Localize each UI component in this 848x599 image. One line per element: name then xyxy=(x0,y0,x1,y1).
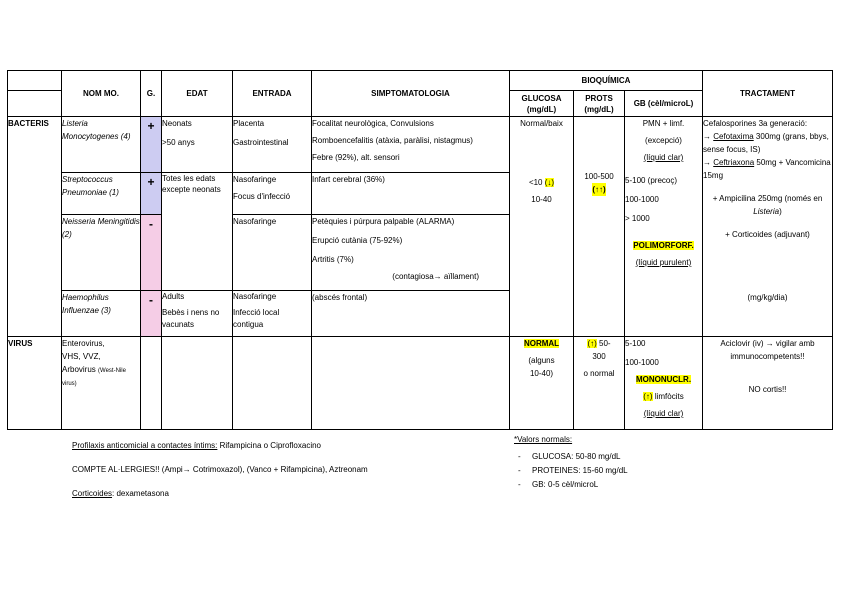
header-glucosa: GLUCOSA (mg/dL) xyxy=(510,91,574,117)
vir-prots-c: 300 xyxy=(592,352,606,361)
header-entrada: ENTRADA xyxy=(233,71,312,117)
simpto-neisseria-2: Erupció cutània (75-92%) xyxy=(312,236,403,245)
header-g: G. xyxy=(141,71,162,117)
bacteris-prots xyxy=(574,117,625,337)
edat-listeria-1: Neonats xyxy=(162,119,192,128)
gram-sign-listeria: + xyxy=(147,119,155,133)
vir-gb-f: (líquid clar) xyxy=(643,409,684,418)
header-tractament: TRACTAMENT xyxy=(703,71,833,117)
simpto-neisseria xyxy=(312,215,510,291)
tract-ampicilina: + Ampicilina 250mg (només en Listeria) xyxy=(712,194,823,216)
simpto-neisseria-4: (contagiosa→ aïllament) xyxy=(392,272,479,281)
entrada-neisseria: Nasofaringe xyxy=(233,215,312,291)
bac-prots-b: (↑↑) xyxy=(592,185,606,194)
tract-1: Cefalosporines 3a generació: xyxy=(703,119,808,128)
edat-virus xyxy=(162,337,233,430)
simpto-listeria-3: Febre (92%), alt. sensori xyxy=(312,153,400,162)
entrada-virus xyxy=(233,337,312,430)
header-bioquimica: BIOQUÍMICA xyxy=(510,71,703,91)
entrada-haemophilus xyxy=(233,291,312,337)
normals-title: *Valors normals: xyxy=(514,435,573,444)
label-bacteris: BACTERIS xyxy=(8,117,62,337)
tract-dosi-unit: (mg/kg/dia) xyxy=(747,293,788,302)
header-edat: EDAT xyxy=(162,71,233,117)
gram-neisseria xyxy=(141,215,162,291)
gram-listeria xyxy=(141,117,162,173)
bacteris-glucosa xyxy=(510,117,574,337)
vir-gb-de: (↑) limfòcits xyxy=(643,392,684,401)
vir-glucosa-a: NORMAL xyxy=(523,339,560,348)
simpto-listeria-1: Focalitat neurològica, Convulsions xyxy=(312,119,434,128)
entrada-haemophilus-1: Nasofaringe xyxy=(233,292,277,301)
virus-gb xyxy=(625,337,703,430)
vir-prots-d: o normal xyxy=(583,369,615,378)
tract-corticoides: + Corticoides (adjuvant) xyxy=(725,230,810,239)
edat-strepto: Totes les edats excepte neonats xyxy=(162,173,233,291)
name-neisseria: Neisseria Meningitidis (2) xyxy=(62,215,141,291)
label-virus: VIRUS xyxy=(8,337,62,430)
bac-gb-h: (líquid purulent) xyxy=(635,258,692,267)
gram-haemophilus xyxy=(141,291,162,337)
virus-prots xyxy=(574,337,625,430)
bacteris-gb xyxy=(625,117,703,337)
simpto-virus xyxy=(312,337,510,430)
bac-gb-d: 5-100 (precoç) xyxy=(625,176,678,185)
virus-names xyxy=(62,337,141,430)
bac-gb-a: PMN + limf. xyxy=(642,119,685,128)
edat-listeria-2: >50 anys xyxy=(162,138,195,147)
edat-listeria xyxy=(162,117,233,173)
name-strepto: Streptococcus Pneumoniae (1) xyxy=(62,173,141,215)
entrada-listeria-1: Placenta xyxy=(233,119,265,128)
simpto-strepto: Infart cerebral (36%) xyxy=(312,173,510,215)
entrada-strepto-1: Nasofaringe xyxy=(233,175,277,184)
bac-gb-f: > 1000 xyxy=(625,214,650,223)
simpto-listeria-2: Romboencefalitis (atàxia, paràlisi, nistagmus) xyxy=(312,136,473,145)
virus-glucosa xyxy=(510,337,574,430)
empty-corner-2 xyxy=(8,91,62,117)
note-profilaxis: Profilaxis anticomicial a contactes íntims: Rifampicina o Ciprofloxacino xyxy=(72,441,321,450)
virus-name-3: Arbovirus (West-Nile virus) xyxy=(62,365,126,387)
header-prots: PROTS (mg/dL) xyxy=(574,91,625,117)
vir-gb-b: 100-1000 xyxy=(625,358,659,367)
simpto-haemophilus: (abscés frontal) xyxy=(312,291,510,337)
simpto-neisseria-1: Petèquies i púrpura palpable (ALARMA) xyxy=(312,217,455,226)
virus-tractament xyxy=(703,337,833,430)
bac-gb-e: 100-1000 xyxy=(625,195,659,204)
bac-gb-g: POLIMORFORF. xyxy=(633,241,694,250)
gram-sign-neisseria: - xyxy=(149,217,153,231)
note-alergies: COMPTE AL·LERGIES!! (Ampi→ Cotrimoxazol), (Vanco + Rifampicina), Aztreonam xyxy=(72,465,368,474)
gram-sign-strepto: + xyxy=(147,175,155,189)
bac-gb-c: (líquid clar) xyxy=(643,153,684,162)
notes-block xyxy=(72,440,368,500)
gram-strepto xyxy=(141,173,162,215)
normal-proteines: - PROTEINES: 15-60 mg/dL xyxy=(514,464,628,478)
vir-gb-a: 5-100 xyxy=(625,339,646,348)
entrada-haemophilus-2: Infecció local contigua xyxy=(233,308,280,329)
edat-haemophilus-1: Adults xyxy=(162,292,185,301)
bacteris-tractament xyxy=(703,117,833,337)
bac-prots-a: 100-500 xyxy=(584,172,614,181)
bac-glucosa-arrow: (↓) xyxy=(544,178,555,187)
vir-tract-b: NO cortis!! xyxy=(748,385,787,394)
tract-cefotaxima: → Cefotaxima 300mg (grans, bbys, sense focus, IS) xyxy=(703,132,829,154)
entrada-listeria-2: Gastrointestinal xyxy=(233,138,289,147)
normals-list xyxy=(514,450,628,492)
simpto-neisseria-3: Artritis (7%) xyxy=(312,255,354,264)
gram-sign-haemophilus: - xyxy=(149,293,153,307)
simpto-listeria xyxy=(312,117,510,173)
bac-gb-b: (excepció) xyxy=(645,136,682,145)
edat-haemophilus xyxy=(162,291,233,337)
vir-gb-c: MONONUCLR. xyxy=(635,375,692,384)
edat-haemophilus-2: Bebès i nens no vacunats xyxy=(162,308,220,329)
bac-glucosa-c: 10-40 xyxy=(531,195,552,204)
name-haemophilus: Haemophilus Influenzae (3) xyxy=(62,291,141,337)
name-listeria: Listeria Monocytogenes (4) xyxy=(62,117,141,173)
header-nom: NOM MO. xyxy=(62,71,141,117)
entrada-listeria xyxy=(233,117,312,173)
vir-glucosa-b: (alguns xyxy=(528,356,555,365)
tract-ceftriaxona: → Ceftriaxona 50mg + Vancomicina 15mg xyxy=(703,158,831,180)
header-gb: GB (cèl/microL) xyxy=(625,91,703,117)
vir-glucosa-c: 10-40) xyxy=(529,369,554,378)
normal-glucosa: - GLUCOSA: 50-80 mg/dL xyxy=(514,450,628,464)
meningitis-table xyxy=(7,70,833,430)
entrada-strepto xyxy=(233,173,312,215)
gram-virus xyxy=(141,337,162,430)
vir-prots-a: (↑) 50- xyxy=(587,339,611,348)
normal-gb: - GB: 0-5 cèl/microL xyxy=(514,478,628,492)
normals-block xyxy=(514,434,628,492)
vir-tract-a: Aciclovir (iv) → vigilar amb immunocompetents!! xyxy=(720,339,815,361)
bac-glucosa-a: Normal/baix xyxy=(520,119,563,128)
empty-corner xyxy=(8,71,62,91)
header-simptomatologia: SIMPTOMATOLOGIA xyxy=(312,71,510,117)
bac-glucosa-b-wrap: <10 (↓) xyxy=(528,178,555,187)
virus-name-2: VHS, VVZ, xyxy=(62,352,101,361)
virus-name-1: Enterovirus, xyxy=(62,339,105,348)
entrada-strepto-2: Focus d'infecció xyxy=(233,192,291,201)
note-corticoides: Corticoides: dexametasona xyxy=(72,489,169,498)
